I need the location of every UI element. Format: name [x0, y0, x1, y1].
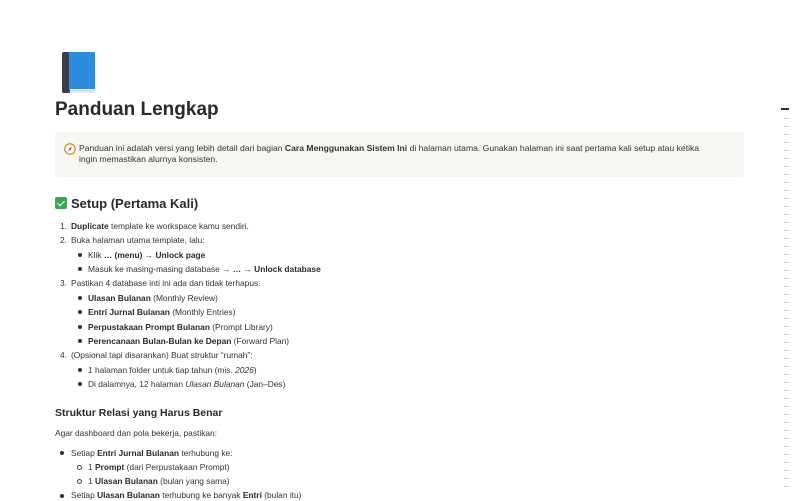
toc-marker[interactable]	[784, 446, 789, 447]
toc-marker[interactable]	[784, 334, 789, 335]
bullet	[60, 494, 64, 498]
toc-marker[interactable]	[784, 214, 789, 215]
toc-marker[interactable]	[784, 246, 789, 247]
toc-marker[interactable]	[784, 206, 789, 207]
toc-marker[interactable]	[784, 318, 789, 319]
toc-marker[interactable]	[784, 470, 789, 471]
toc-marker[interactable]	[784, 142, 789, 143]
list-number: 3.	[60, 278, 67, 288]
toc-marker[interactable]	[784, 166, 789, 167]
list-item: (Opsional tapi disarankan) Buat struktur “rumah”:	[71, 350, 253, 360]
toc-marker[interactable]	[784, 222, 789, 223]
list-item: Entri Jurnal Bulanan (Monthly Entries)	[88, 307, 236, 317]
toc-marker[interactable]	[784, 190, 789, 191]
list-item: Setiap Ulasan Bulanan terhubung ke banyak Entri (bulan itu)	[71, 490, 302, 500]
list-item: 1 halaman folder untuk tiap tahun (mis. 2026)	[88, 365, 257, 375]
toc-marker[interactable]	[784, 438, 789, 439]
bullet	[78, 368, 82, 372]
toc-marker[interactable]	[784, 254, 789, 255]
toc-marker[interactable]	[784, 382, 789, 383]
relations-heading: Struktur Relasi yang Harus Benar	[55, 407, 223, 419]
toc-marker[interactable]	[784, 262, 789, 263]
toc-marker[interactable]	[784, 302, 789, 303]
bullet	[78, 325, 82, 329]
toc-marker[interactable]	[784, 158, 789, 159]
toc-marker[interactable]	[784, 238, 789, 239]
bullet	[78, 310, 82, 314]
toc-marker[interactable]	[784, 366, 789, 367]
toc-marker[interactable]	[784, 174, 789, 175]
page-title: Panduan Lengkap	[55, 99, 219, 120]
toc-marker[interactable]	[784, 462, 789, 463]
toc-marker-active[interactable]	[781, 108, 789, 110]
toc-marker[interactable]	[784, 286, 789, 287]
check-mark-icon	[55, 197, 67, 209]
bullet	[60, 451, 64, 455]
toc-marker[interactable]	[784, 150, 789, 151]
toc-marker[interactable]	[784, 422, 789, 423]
toc-marker[interactable]	[784, 230, 789, 231]
list-item: Perpustakaan Prompt Bulanan (Prompt Library)	[88, 322, 273, 332]
toc-marker[interactable]	[784, 374, 789, 375]
toc-marker[interactable]	[784, 182, 789, 183]
toc-marker[interactable]	[784, 390, 789, 391]
list-item: Setiap Entri Jurnal Bulanan terhubung ke:	[71, 448, 233, 458]
sub-bullet	[77, 465, 82, 470]
bullet	[78, 296, 82, 300]
bullet	[78, 267, 82, 271]
toc-marker[interactable]	[784, 454, 789, 455]
toc-marker[interactable]	[784, 414, 789, 415]
toc-marker[interactable]	[784, 278, 789, 279]
list-number: 4.	[60, 350, 67, 360]
toc-marker[interactable]	[784, 430, 789, 431]
toc-marker[interactable]	[784, 342, 789, 343]
toc-marker[interactable]	[784, 294, 789, 295]
toc-marker[interactable]	[784, 350, 789, 351]
toc-marker[interactable]	[784, 478, 789, 479]
toc-marker[interactable]	[784, 406, 789, 407]
toc-marker[interactable]	[784, 118, 789, 119]
setup-heading: Setup (Pertama Kali)	[55, 196, 198, 211]
toc-marker[interactable]	[784, 486, 789, 487]
toc-marker[interactable]	[784, 310, 789, 311]
list-item: 1 Ulasan Bulanan (bulan yang sama)	[88, 476, 230, 486]
list-item: Buka halaman utama template, lalu:	[71, 235, 205, 245]
list-item: Perencanaan Bulan-Bulan ke Depan (Forward Plan)	[88, 336, 290, 346]
toc-marker[interactable]	[784, 126, 789, 127]
list-number: 2.	[60, 235, 67, 245]
toc-marker[interactable]	[784, 398, 789, 399]
bullet	[78, 339, 82, 343]
callout-text: Panduan ini adalah versi yang lebih detail dari bagian Cara Menggunakan Sistem Ini di halaman utama. Gunakan halaman ini saat pertama kali setup atau ketika ingin memastikan alurnya konsisten.	[79, 143, 700, 164]
toc-marker[interactable]	[784, 358, 789, 359]
list-item: 1 Prompt (dari Perpustakaan Prompt)	[88, 462, 230, 472]
list-item: Duplicate template ke workspace kamu sendiri.	[71, 221, 249, 231]
sub-bullet	[77, 479, 82, 484]
bullet	[78, 253, 82, 257]
list-item: Ulasan Bulanan (Monthly Review)	[88, 293, 218, 303]
compass-icon	[64, 143, 76, 155]
toc-marker[interactable]	[784, 198, 789, 199]
blue-book-icon[interactable]	[61, 50, 97, 94]
list-item: Masuk ke masing-masing database → … → Unlock database	[88, 264, 321, 274]
toc-marker[interactable]	[784, 270, 789, 271]
bullet	[78, 382, 82, 386]
list-item: Klik … (menu) → Unlock page	[88, 250, 206, 260]
toc-marker[interactable]	[784, 134, 789, 135]
relations-intro: Agar dashboard dan pola bekerja, pastikan:	[55, 428, 218, 438]
toc-marker[interactable]	[784, 326, 789, 327]
list-number: 1.	[60, 221, 67, 231]
list-item: Di dalamnya, 12 halaman Ulasan Bulanan (Jan–Des)	[88, 379, 286, 389]
callout-block	[55, 132, 744, 177]
list-item: Pastikan 4 database inti ini ada dan tidak terhapus:	[71, 278, 261, 288]
